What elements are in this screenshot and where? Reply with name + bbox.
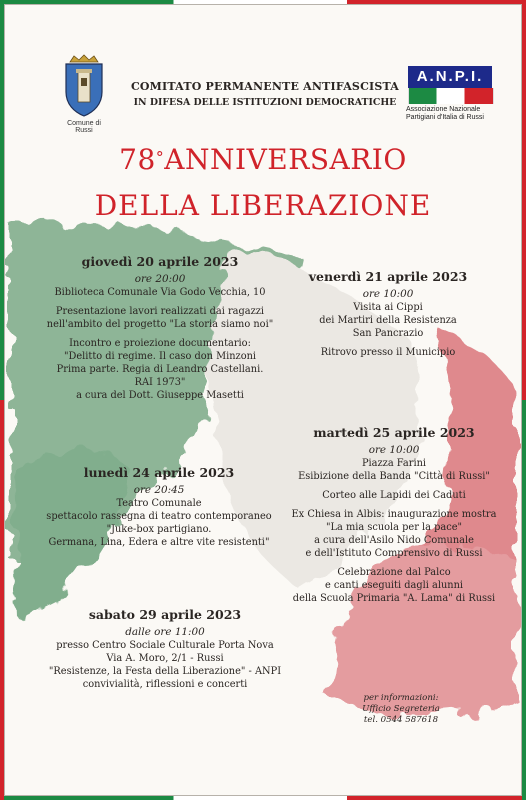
anpi-logo-text: A.N.P.I. [408, 66, 492, 88]
title-line-2: DELLA LIBERAZIONE [94, 189, 432, 222]
event-time: ore 20:45 [133, 484, 185, 496]
event-time: dalle ore 11:00 [125, 626, 205, 638]
event-date: giovedì 20 aprile 2023 [81, 254, 239, 269]
event-date: sabato 29 aprile 2023 [88, 607, 242, 622]
crest-icon [60, 54, 108, 118]
poster-title [0, 140, 526, 228]
anpi-caption: Associazione Nazionale Partigiani d'Italia di Russi [406, 106, 484, 121]
contact-phone: tel. 0544 587618 [363, 715, 439, 725]
event-time: ore 10:00 [362, 288, 414, 300]
event-time: ore 10:00 [368, 444, 420, 456]
italian-flag-icon [408, 88, 494, 104]
municipal-crest-logo [60, 54, 108, 136]
event-date: lunedì 24 aprile 2023 [83, 465, 235, 480]
event-martedi: martedì 25 aprile 2023 ore 10:00 Piazza Farini Esibizione della Banda "Città di Russi" Corteo alle Lapidi dei Caduti Ex Chiesa in Albis: inaugurazione mostra "La mia scuola per la pace" a cura dell'Asilo Nido Comunale e dell'Istituto Comprensivo di Russi Celebrazione dal Palco e canti eseguiti dagli alunni della Scuola Primaria "A. Lama" di Russi [282, 424, 506, 605]
event-giovedi: giovedì 20 aprile 2023 ore 20:00 Biblioteca Comunale Via Godo Vecchia, 10 Presentazione lavori realizzati dai ragazzi nell'ambito del progetto "La storia siamo noi" Incontro e proiezione documentario: "Delitto di regime. Il caso don Minzoni Prima parte. Regia di Leandro Castellani. RAI 1973" a cura del Dott. Giuseppe Masetti [42, 253, 278, 402]
event-date: martedì 25 aprile 2023 [313, 425, 475, 440]
event-venerdi: venerdì 21 aprile 2023 ore 10:00 Visita ai Cippi dei Martiri della Resistenza San Pancrazio Ritrovo presso il Municipio [300, 268, 476, 359]
committee-heading [120, 80, 410, 108]
event-time: ore 20:00 [134, 273, 186, 285]
contact-info: per informazioni: Ufficio Segreteria tel. 0544 587618 [346, 693, 456, 726]
anpi-logo [406, 66, 498, 126]
title-line-1: 78°ANNIVERSARIO [119, 143, 407, 176]
event-place: Biblioteca Comunale Via Godo Vecchia, 10 [54, 287, 266, 298]
event-sabato: sabato 29 aprile 2023 dalle ore 11:00 presso Centro Sociale Culturale Porta Nova Via A. Moro, 2/1 - Russi "Resistenze, la Festa della Liberazione" - ANPI convivialità, riflessioni e concerti [34, 606, 296, 691]
committee-subtitle: IN DIFESA DELLE ISTITUZIONI DEMOCRATICHE [133, 97, 397, 108]
municipality-caption: Comune di Russi [67, 120, 101, 134]
event-date: venerdì 21 aprile 2023 [308, 269, 468, 284]
committee-name: COMITATO PERMANENTE ANTIFASCISTA [130, 80, 400, 93]
event-lunedi: lunedì 24 aprile 2023 ore 20:45 Teatro Comunale spettacolo rassegna di teatro contemporaneo "Juke-box partigiano. Germana, Lina, Edera e altre vite resistenti" [30, 464, 288, 549]
